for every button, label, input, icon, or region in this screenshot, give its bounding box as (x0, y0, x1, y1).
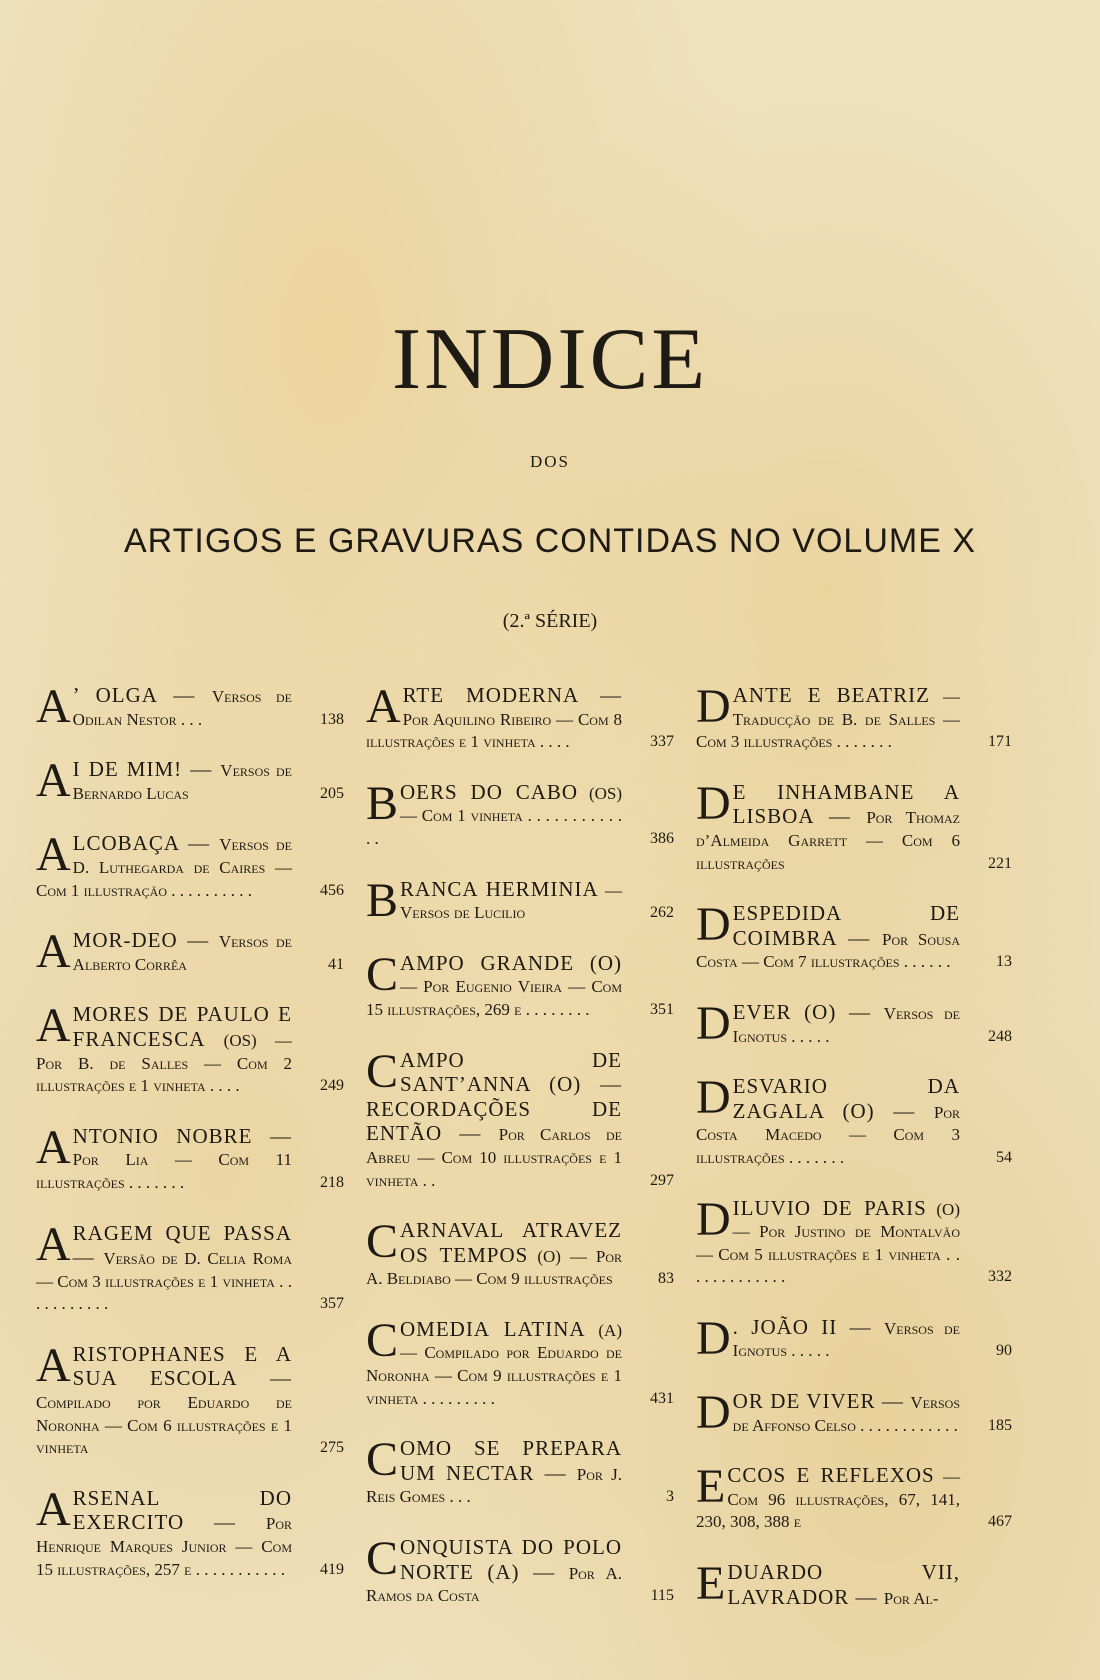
page-subtitle: ARTIGOS E GRAVURAS CONTIDAS NO VOLUME X (124, 522, 976, 560)
entry-page-number: 386 (650, 829, 674, 847)
entry-page-number: 90 (996, 1342, 1012, 1360)
entry-initial-letter: B (366, 776, 399, 830)
index-column-2 (366, 680, 674, 1635)
entry-description: — Com 96 illustrações, 67, 141, 230, 308, 388 e (696, 1467, 960, 1532)
entry-initial-letter: C (366, 1215, 399, 1269)
entry-description: Por Sousa Costa — Com 7 illustrações . . . . . . (696, 929, 960, 972)
entry-description: Por Lia — Com 11 illustrações . . . . . . . (36, 1150, 292, 1192)
entry-page-number: 221 (988, 854, 1012, 872)
entry-description: — Traducção de B. de Salles — Com 3 illustrações . . . . . . . (696, 687, 960, 752)
entry-heading: RAGEM QUE PASSA — (72, 1220, 292, 1270)
entry-heading: ONQUISTA DO POLO NORTE (A) — (400, 1535, 622, 1584)
entry-heading: ESVARIO DA ZAGALA (O) — (732, 1074, 960, 1123)
index-entry (366, 680, 674, 754)
index-entry (696, 680, 1012, 754)
entry-heading: CCOS E REFLEXOS (727, 1463, 935, 1488)
entry-description: Por A. Ramos da Costa (366, 1563, 622, 1606)
entry-heading: . JOÃO II — (732, 1314, 885, 1339)
entry-page-number: 205 (320, 784, 344, 802)
entry-initial-letter: A (36, 925, 71, 979)
entry-description: Compilado por Eduardo de Noronha — Com 6 illustrações e 1 vinheta (36, 1393, 292, 1458)
entry-description: Versos de D. Luthegarda de Caires — Com 1 illustração . . . . . . . . . . (36, 835, 292, 900)
entry-description: Por Costa Macedo — Com 3 illustrações . . . . . . . (696, 1102, 960, 1167)
index-entry (366, 947, 674, 1022)
entry-text (366, 1215, 622, 1291)
entry-heading: OMO SE PREPARA UM NECTAR — (400, 1436, 622, 1485)
entry-heading: RANCA HERMINIA (400, 876, 599, 901)
page-title: INDICE (391, 311, 709, 408)
entry-description: — Por Eugenio Vieira — Com 15 illustrações, 269 e . . . . . . . . (366, 977, 622, 1019)
index-entry (36, 1120, 344, 1195)
entry-page-number: 249 (320, 1077, 344, 1095)
entry-heading: AMPO GRANDE (O) (400, 950, 622, 975)
entry-initial-letter: E (696, 1557, 726, 1611)
entry-initial-letter: D (696, 996, 731, 1050)
entry-description: Versos de Alberto Corrêa (72, 932, 293, 974)
entry-page-number: 297 (650, 1171, 674, 1189)
entry-initial-letter: B (366, 873, 399, 927)
entry-page-number: 54 (996, 1148, 1012, 1166)
entry-text (36, 680, 292, 733)
entry-text (36, 1217, 292, 1316)
entry-text (366, 1532, 622, 1608)
entry-initial-letter: D (696, 1071, 731, 1125)
entry-heading: RSENAL DO EXERCITO — (72, 1485, 292, 1535)
index-entry (366, 873, 674, 927)
index-entry (696, 898, 1012, 974)
entry-page-number: 218 (320, 1173, 344, 1191)
entry-heading: OMEDIA LATINA (400, 1316, 586, 1341)
entry-description: — Versos de Lucilio (400, 880, 623, 923)
index-entry (366, 1044, 674, 1193)
entry-description: Por J. Reis Gomes . . . (366, 1464, 622, 1507)
entry-text (366, 680, 622, 754)
entry-page-number: 262 (650, 904, 674, 922)
index-entry (366, 1532, 674, 1608)
entry-initial-letter: A (36, 999, 71, 1053)
entry-description: Versos de Ignotus . . . . . (732, 1003, 961, 1046)
entry-page-number: 456 (320, 881, 344, 899)
entry-initial-letter: C (366, 947, 399, 1001)
entry-initial-letter: D (696, 1386, 731, 1440)
entry-heading: ANTE E BEATRIZ (732, 683, 930, 707)
index-entry (36, 1217, 344, 1316)
entry-initial-letter: D (696, 1311, 731, 1365)
entry-initial-letter: C (366, 1044, 399, 1098)
entry-description: Versos de Affonso Celso . . . . . . . . . . . . (732, 1393, 960, 1435)
entry-description: Por Thomaz d’Almeida Garrett — Com 6 illustrações (696, 808, 960, 873)
entry-description: (A) — Compilado por Eduardo de Noronha — Com 9 illustrações e 1 vinheta . . . . . . . . . (366, 1320, 622, 1408)
entry-heading: ’ OLGA — (72, 683, 212, 707)
index-entry (366, 1215, 674, 1291)
entry-description: (O) — Por Justino de Montalvão — Com 5 illustrações e 1 vinheta . . . . . . . . . . . . . (696, 1199, 960, 1287)
entry-text (696, 898, 960, 974)
entry-initial-letter: C (366, 1433, 399, 1487)
entry-text (696, 1192, 960, 1289)
entry-page-number: 332 (988, 1268, 1012, 1286)
index-entry (36, 1338, 344, 1460)
entry-initial-letter: A (36, 1338, 71, 1392)
entry-page-number: 138 (320, 710, 344, 728)
index-column-1 (36, 680, 344, 1608)
entry-initial-letter: D (696, 776, 731, 830)
entry-text (36, 925, 293, 979)
entry-page-number: 115 (650, 1587, 674, 1605)
entry-heading: ESPEDIDA DE COIMBRA — (732, 901, 960, 950)
entry-page-number: 83 (658, 1270, 674, 1288)
entry-initial-letter: A (36, 754, 71, 808)
entry-text (696, 776, 960, 875)
entry-page-number: 13 (996, 953, 1012, 971)
entry-heading: EVER (O) — (732, 999, 884, 1024)
entry-description: Versos de Ignotus . . . . . (732, 1318, 960, 1361)
entry-page-number: 41 (328, 955, 344, 973)
index-entry (36, 1482, 344, 1581)
entry-description: Versos de Odilan Nestor . . . (72, 687, 292, 729)
entry-page-number: 419 (320, 1560, 344, 1578)
index-entry (36, 999, 344, 1097)
entry-description: (OS) — Com 1 vinheta . . . . . . . . . . . . . (366, 783, 623, 848)
entry-initial-letter: E (696, 1460, 726, 1514)
entry-text (696, 1071, 960, 1169)
index-entry (696, 1386, 1012, 1440)
entry-initial-letter: A (366, 680, 401, 733)
index-entry (696, 1192, 1012, 1289)
entry-initial-letter: A (36, 680, 71, 733)
entry-initial-letter: D (696, 680, 731, 733)
series-label: (2.ª SÉRIE) (502, 610, 598, 632)
entry-text (36, 1338, 292, 1460)
index-entry (36, 828, 344, 902)
entry-heading: ILUVIO DE PARIS (732, 1195, 927, 1220)
entry-text (366, 947, 622, 1022)
entry-text (36, 1482, 292, 1581)
entry-heading: MORES DE PAULO E FRANCESCA (72, 1002, 292, 1051)
entry-description: Por Henrique Marques Junior — Com 15 illustrações, 257 e . . . . . . . . . . . (36, 1514, 292, 1579)
index-entry (366, 1433, 674, 1509)
entry-heading: RISTOPHANES E A SUA ESCOLA — (72, 1341, 292, 1391)
entry-text (696, 1557, 960, 1611)
entry-description: Por Aquilino Ribeiro — Com 8 illustrações e 1 vinheta . . . . (366, 709, 622, 752)
entry-text (366, 1433, 622, 1509)
subtitle-connector: DOS (529, 452, 570, 471)
index-entry (366, 776, 674, 851)
entry-text (696, 1460, 960, 1534)
index-entry (696, 1460, 1012, 1534)
entry-heading: AMPO DE SANT’ANNA (O) — RECORDAÇÕES DE ENTÃO — (366, 1047, 622, 1146)
entry-heading: OERS DO CABO (400, 779, 579, 804)
entry-text (36, 999, 292, 1097)
entry-description: Versão de D. Celia Roma — Com 3 illustrações e 1 vinheta . . . . . . . . . . . (36, 1249, 292, 1314)
index-entry (696, 996, 1012, 1050)
entry-heading: OR DE VIVER — (732, 1389, 911, 1414)
entry-text (366, 873, 623, 927)
entry-initial-letter: D (696, 1192, 731, 1246)
entry-text (366, 776, 623, 851)
entry-text (696, 996, 961, 1050)
entry-initial-letter: A (36, 1120, 71, 1174)
entry-text (696, 680, 960, 754)
entry-initial-letter: A (36, 828, 71, 882)
entry-text (36, 1120, 292, 1195)
entry-heading: LCOBAÇA — (72, 831, 220, 856)
index-entry (36, 680, 344, 733)
entry-initial-letter: D (696, 898, 731, 952)
entry-text (36, 828, 292, 902)
entry-page-number: 248 (988, 1027, 1012, 1045)
entry-text (696, 1311, 960, 1365)
entry-description: Por Carlos de Abreu — Com 10 illustrações e 1 vinheta . . (366, 1125, 622, 1190)
entry-initial-letter: C (366, 1532, 399, 1586)
entry-text (36, 754, 292, 808)
entry-description: Versos de Bernardo Lucas (72, 761, 292, 803)
entry-initial-letter: A (36, 1217, 71, 1271)
entry-page-number: 275 (320, 1439, 344, 1457)
entry-page-number: 351 (650, 1000, 674, 1018)
entry-heading: ARNAVAL ATRAVEZ OS TEMPOS (400, 1218, 622, 1267)
entry-heading: MOR-DEO — (72, 928, 219, 953)
index-entry (36, 925, 344, 979)
entry-initial-letter: C (366, 1313, 399, 1367)
index-entry (696, 1311, 1012, 1365)
entry-text (696, 1386, 960, 1440)
entry-page-number: 357 (320, 1295, 344, 1313)
entry-heading: RTE MODERNA — (402, 683, 622, 707)
entry-page-number: 337 (650, 733, 674, 751)
index-entry (696, 776, 1012, 875)
entry-heading: E INHAMBANE A LISBOA — (732, 779, 960, 829)
index-entry (366, 1313, 674, 1410)
entry-text (366, 1044, 622, 1193)
entry-description: Por Al- (883, 1588, 939, 1608)
entry-heading: NTONIO NOBRE — (72, 1123, 292, 1148)
index-entry (696, 1071, 1012, 1169)
index-entry (696, 1557, 1012, 1611)
entry-description: (O) — Por A. Beldiabo — Com 9 illustrações (366, 1246, 622, 1289)
entry-page-number: 185 (988, 1416, 1012, 1434)
entry-page-number: 3 (666, 1488, 674, 1506)
entry-description: (OS) — Por B. de Salles — Com 2 illustrações e 1 vinheta . . . . (36, 1030, 292, 1096)
entry-heading: I DE MIM! — (72, 757, 221, 782)
entry-heading: DUARDO VII, LAVRADOR — (727, 1560, 960, 1609)
entry-page-number: 171 (988, 733, 1012, 751)
entry-initial-letter: A (36, 1482, 71, 1536)
index-entry (36, 754, 344, 808)
entry-page-number: 431 (650, 1389, 674, 1407)
index-column-3 (696, 680, 1012, 1637)
entry-text (366, 1313, 622, 1410)
entry-page-number: 467 (988, 1513, 1012, 1531)
